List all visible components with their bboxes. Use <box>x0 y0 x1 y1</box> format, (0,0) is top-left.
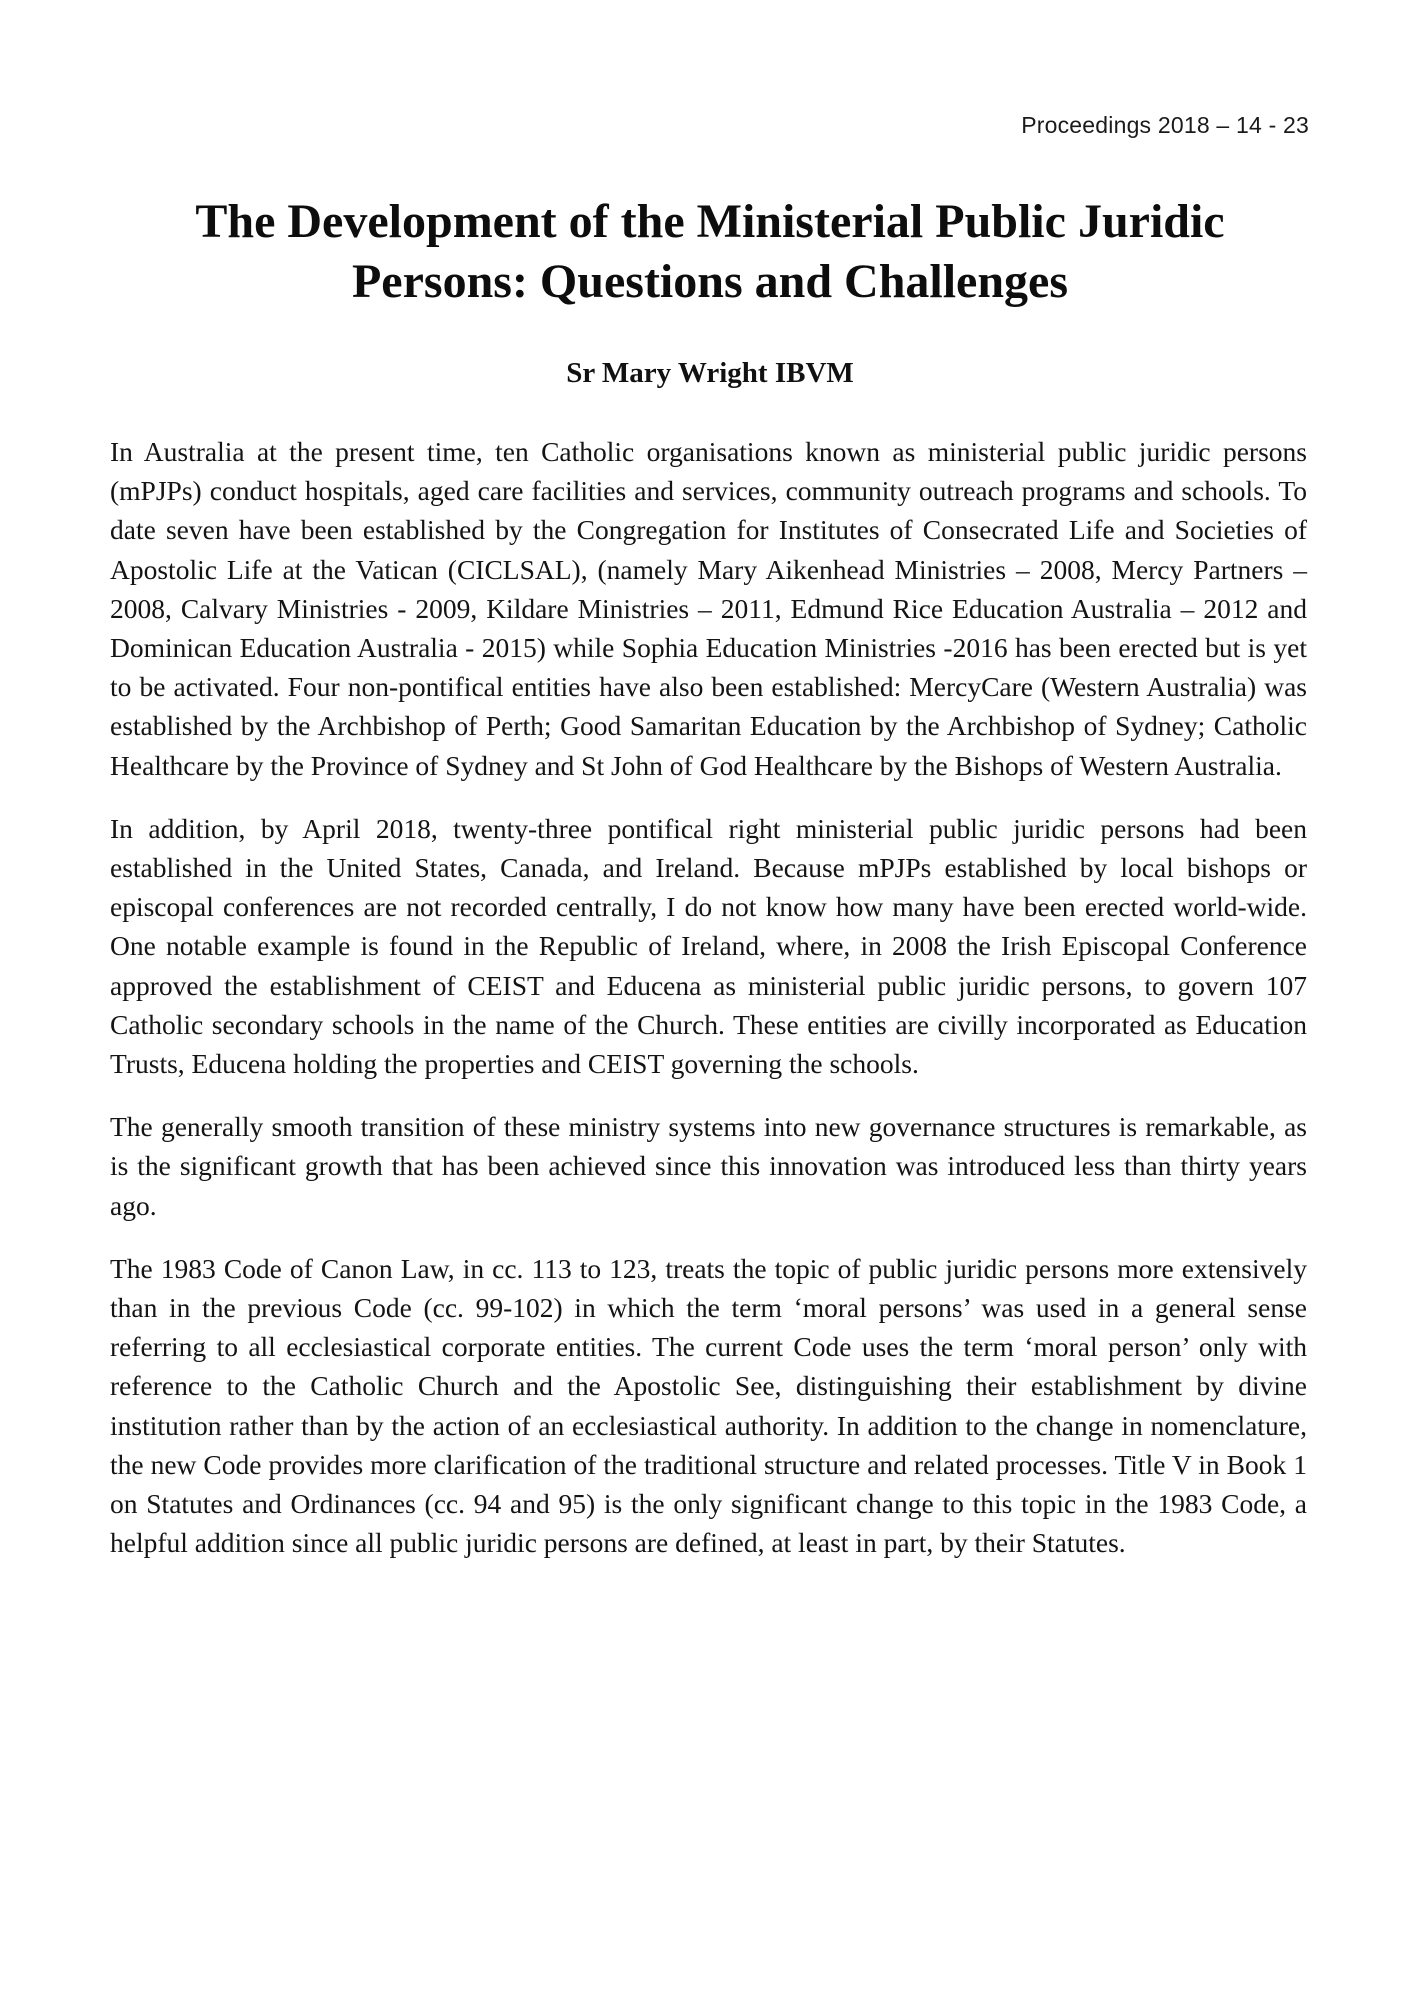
running-header: Proceedings 2018 – 14 - 23 <box>1021 112 1309 138</box>
body-paragraph-2: In addition, by April 2018, twenty-three pontifical right ministerial public juridic persons had been established in the United States, Canada, and Ireland. Because mPJPs established by local bishops or episcopal conferences are not recorded centrally, I do not know how many have been erected world-wide. One notable example is found in the Republic of Ireland, where, in 2008 the Irish Episcopal Conference approved the establishment of CEIST and Educena as ministerial public juridic persons, to govern 107 Catholic secondary schools in the name of the Church. These entities are civilly incorporated as Education Trusts, Educena holding the properties and CEIST governing the schools. <box>110 812 1307 1080</box>
article-title: The Development of the Ministerial Public Juridic Persons: Questions and Challenges <box>195 195 1225 308</box>
body-paragraph-3: The generally smooth transition of these ministry systems into new governance structures is remarkable, as is the significant growth that has been achieved since this innovation was introduced less than thirty years ago. <box>110 1111 1307 1221</box>
article-body <box>110 432 1307 1586</box>
body-paragraph-1: In Australia at the present time, ten Catholic organisations known as ministerial public juridic persons (mPJPs) conduct hospitals, aged care facilities and services, community outreach programs and schools. To date seven have been established by the Congregation for Institutes of Consecrated Life and Societies of Apostolic Life at the Vatican (CICLSAL), (namely Mary Aikenhead Ministries – 2008, Mercy Partners – 2008, Calvary Ministries - 2009, Kildare Ministries – 2011, Edmund Rice Education Australia – 2012 and Dominican Education Australia - 2015) while Sophia Education Ministries -2016 has been erected but is yet to be activated. Four non-pontifical entities have also been established: MercyCare (Western Australia) was established by the Archbishop of Perth; Good Samaritan Education by the Archbishop of Sydney; Catholic Healthcare by the Province of Sydney and St John of God Healthcare by the Bishops of Western Australia. <box>110 436 1307 781</box>
body-paragraph-4: The 1983 Code of Canon Law, in cc. 113 to 123, treats the topic of public juridic persons more extensively than in the previous Code (cc. 99-102) in which the term ‘moral persons’ was used in a general sense referring to all ecclesiastical corporate entities. The current Code uses the term ‘moral person’ only with reference to the Catholic Church and the Apostolic See, distinguishing their establishment by divine institution rather than by the action of an ecclesiastical authority. In addition to the change in nomenclature, the new Code provides more clarification of the traditional structure and related processes. Title V in Book 1 on Statutes and Ordinances (cc. 94 and 95) is the only significant change to this topic in the 1983 Code, a helpful addition since all public juridic persons are defined, at least in part, by their Statutes. <box>110 1252 1307 1559</box>
article-author: Sr Mary Wright IBVM <box>566 357 854 389</box>
